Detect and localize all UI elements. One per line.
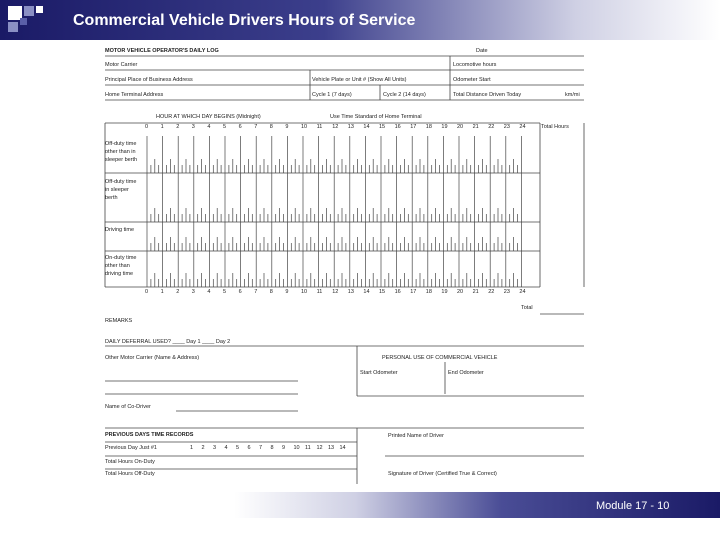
day-number: 8: [270, 445, 274, 451]
hour-label: 4: [207, 124, 211, 130]
total-label: Total: [521, 305, 533, 311]
hour-label: 1: [160, 289, 164, 295]
hour-label: 14: [363, 124, 370, 130]
hour-label: 3: [191, 289, 195, 295]
hour-label: 0: [145, 124, 149, 130]
hour-label: 20: [457, 289, 464, 295]
hour-label: 21: [472, 289, 479, 295]
hour-label: 4: [207, 289, 211, 295]
hour-label: 3: [191, 124, 195, 130]
hour-label: 0: [145, 289, 149, 295]
log-grid-lines: [100, 44, 590, 486]
print-name-label: Printed Name of Driver: [388, 433, 444, 439]
previous-days-heading: PREVIOUS DAYS TIME RECORDS: [105, 432, 194, 438]
hour-label: 2: [176, 124, 180, 130]
hour-label: 9: [285, 124, 289, 130]
day-number: 9: [282, 445, 286, 451]
row-onduty-line3: driving time: [105, 271, 134, 277]
hour-label: 1: [160, 124, 164, 130]
hour-label: 5: [223, 289, 227, 295]
personal-use-label: PERSONAL USE OF COMMERCIAL VEHICLE: [382, 355, 498, 361]
day-number: 1: [190, 445, 194, 451]
use-time-label: Use Time Standard of Home Terminal: [330, 114, 422, 120]
hour-label: 17: [410, 289, 417, 295]
remarks-label: REMARKS: [105, 318, 133, 324]
hour-label: 21: [472, 124, 479, 130]
hour-label: 23: [503, 124, 510, 130]
log-heading: MOTOR VEHICLE OPERATOR'S DAILY LOG: [105, 48, 219, 54]
day-number: 13: [328, 445, 335, 451]
hour-label: 13: [347, 289, 354, 295]
row-onduty-line1: On-duty time: [105, 255, 137, 261]
total-distance-label: Total Distance Driven Today: [453, 92, 522, 98]
day-number: 5: [236, 445, 240, 451]
hour-label: 7: [254, 124, 258, 130]
hour-label: 13: [347, 124, 354, 130]
row-driving-line1: Driving time: [105, 227, 135, 233]
hour-label: 10: [301, 289, 308, 295]
hour-label: 11: [316, 289, 323, 295]
hours-on-duty-label: Total Hours On-Duty: [105, 459, 155, 465]
motor-carrier-label: Motor Carrier: [105, 62, 138, 68]
previous-day-label: Previous Day Just #1: [105, 445, 157, 451]
module-page-label: Module 17 - 10: [596, 500, 670, 512]
slide-title: Commercial Vehicle Drivers Hours of Service: [73, 12, 416, 29]
co-driver-label: Name of Co-Driver: [105, 404, 151, 410]
row-offduty-line2: other than in: [105, 149, 136, 155]
deferral-label: DAILY DEFERRAL USED? ____ Day 1 ____ Day 2: [105, 339, 231, 345]
hour-label: 24: [519, 289, 526, 295]
hour-label: 9: [285, 289, 289, 295]
title-bar: [0, 0, 720, 40]
decor-square-icon: [36, 6, 43, 13]
hour-label: 20: [457, 124, 464, 130]
hour-label: 24: [519, 124, 526, 130]
signature-label: Signature of Driver (Certified True & Correct): [388, 471, 497, 477]
cycle2-label: Cycle 2 (14 days): [383, 92, 426, 98]
hour-label: 12: [332, 124, 339, 130]
other-carrier-label: Other Motor Carrier (Name & Address): [105, 355, 200, 361]
day-number: 11: [305, 445, 311, 451]
decor-square-icon: [8, 22, 18, 32]
hour-label: 8: [269, 124, 273, 130]
row-offduty-line1: Off-duty time: [105, 141, 137, 147]
hour-label: 10: [301, 124, 308, 130]
hour-label: 19: [441, 124, 448, 130]
principal-place-label: Principal Place of Business Address: [105, 77, 193, 83]
day-number: 10: [293, 445, 300, 451]
hour-label: 23: [503, 289, 510, 295]
hour-label: 22: [488, 124, 495, 130]
hour-begins-label: HOUR AT WHICH DAY BEGINS (Midnight): [156, 114, 261, 120]
hour-label: 16: [394, 289, 401, 295]
day-number: 12: [316, 445, 323, 451]
end-odometer-label: End Odometer: [448, 370, 484, 376]
row-offduty-line3: sleeper berth: [105, 157, 138, 163]
hour-label: 15: [379, 289, 386, 295]
vehicle-plate-label: Vehicle Plate or Unit # (Show All Units): [312, 77, 407, 83]
hour-label: 2: [176, 289, 180, 295]
day-number: 4: [224, 445, 228, 451]
cycle1-label: Cycle 1 (7 days): [312, 92, 352, 98]
day-number: 14: [339, 445, 346, 451]
hour-label: 17: [410, 124, 417, 130]
hour-label: 6: [238, 124, 242, 130]
hour-label: 22: [488, 289, 495, 295]
day-number: 7: [259, 445, 263, 451]
total-hours-label: Total Hours: [541, 124, 569, 130]
row-sleeper-line2: in sleeper: [105, 187, 129, 193]
home-terminal-label: Home Terminal Address: [105, 92, 164, 98]
odometer-start-label: Odometer Start: [453, 77, 491, 83]
hour-label: 15: [379, 124, 386, 130]
hour-label: 11: [316, 124, 323, 130]
decor-square-icon: [24, 6, 34, 16]
hour-label: 19: [441, 289, 448, 295]
day-number: 3: [213, 445, 217, 451]
unit-label: km/mi: [565, 92, 580, 98]
locomotive-hours-label: Locomotive hours: [453, 62, 497, 68]
hour-label: 18: [425, 289, 432, 295]
day-number: 2: [201, 445, 205, 451]
hours-off-duty-label: Total Hours Off-Duty: [105, 471, 155, 477]
row-sleeper-line3: berth: [105, 195, 118, 201]
hour-label: 14: [363, 289, 370, 295]
hour-label: 8: [269, 289, 273, 295]
start-odometer-label: Start Odometer: [360, 370, 398, 376]
date-label: Date: [476, 48, 488, 54]
day-number: 6: [247, 445, 251, 451]
hour-label: 6: [238, 289, 242, 295]
hour-label: 5: [223, 124, 227, 130]
row-onduty-line2: other than: [105, 263, 130, 269]
row-sleeper-line1: Off-duty time: [105, 179, 137, 185]
decor-square-icon: [20, 18, 27, 25]
hour-label: 18: [425, 124, 432, 130]
hour-label: 16: [394, 124, 401, 130]
hour-label: 7: [254, 289, 258, 295]
hour-label: 12: [332, 289, 339, 295]
daily-log-form: [100, 44, 590, 486]
